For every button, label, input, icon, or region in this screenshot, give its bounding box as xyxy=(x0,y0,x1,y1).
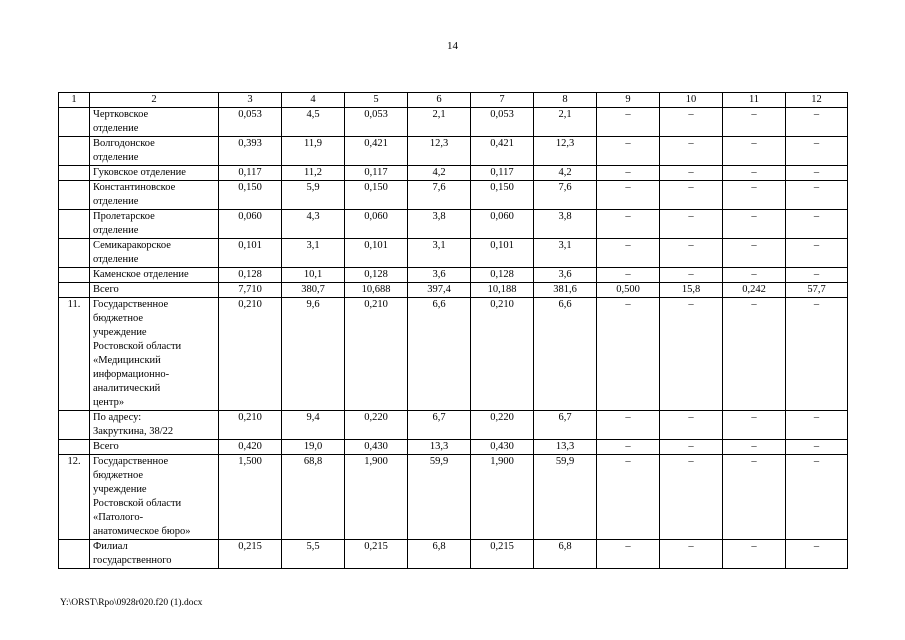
row-name-cell: Константиновское отделение xyxy=(90,181,219,210)
row-name-cell: Семикаракорское отделение xyxy=(90,239,219,268)
row-number-cell xyxy=(59,540,90,569)
value-cell: – xyxy=(723,166,786,181)
row-number-cell xyxy=(59,268,90,283)
value-cell: – xyxy=(723,181,786,210)
value-cell: 0,421 xyxy=(471,137,534,166)
row-name-cell: Всего xyxy=(90,283,219,298)
value-cell: – xyxy=(723,540,786,569)
value-cell: 0,053 xyxy=(345,108,408,137)
value-cell: – xyxy=(660,411,723,440)
row-name-cell: Государственное бюджетное учреждение Ростовской области «Патолого- анатомическое бюро» xyxy=(90,455,219,540)
table-row xyxy=(59,137,848,166)
value-cell: – xyxy=(723,239,786,268)
value-cell: 0,150 xyxy=(219,181,282,210)
value-cell: 4,5 xyxy=(282,108,345,137)
header-cell: 4 xyxy=(282,93,345,108)
value-cell: – xyxy=(660,268,723,283)
row-number-cell: 11. xyxy=(59,298,90,411)
row-name-cell: Государственное бюджетное учреждение Ростовской области «Медицинский информационно- аналитический центр» xyxy=(90,298,219,411)
header-cell: 5 xyxy=(345,93,408,108)
value-cell: 0,210 xyxy=(219,298,282,411)
header-cell: 8 xyxy=(534,93,597,108)
value-cell: 4,2 xyxy=(534,166,597,181)
value-cell: 0,215 xyxy=(219,540,282,569)
value-cell: – xyxy=(786,181,848,210)
value-cell: – xyxy=(660,440,723,455)
value-cell: – xyxy=(660,455,723,540)
table-row xyxy=(59,108,848,137)
value-cell: 0,420 xyxy=(219,440,282,455)
value-cell: 7,6 xyxy=(534,181,597,210)
row-name-cell: Всего xyxy=(90,440,219,455)
header-cell: 2 xyxy=(90,93,219,108)
value-cell: 0,242 xyxy=(723,283,786,298)
value-cell: 13,3 xyxy=(408,440,471,455)
page-number: 14 xyxy=(447,40,458,52)
value-cell: 0,101 xyxy=(219,239,282,268)
value-cell: – xyxy=(597,455,660,540)
value-cell: 5,5 xyxy=(282,540,345,569)
value-cell: 0,128 xyxy=(219,268,282,283)
header-cell: 1 xyxy=(59,93,90,108)
table-row xyxy=(59,298,848,411)
value-cell: – xyxy=(723,455,786,540)
row-number-cell xyxy=(59,440,90,455)
value-cell: 6,8 xyxy=(408,540,471,569)
value-cell: 0,220 xyxy=(345,411,408,440)
value-cell: – xyxy=(723,108,786,137)
value-cell: – xyxy=(660,210,723,239)
row-name-cell: Волгодонское отделение xyxy=(90,137,219,166)
value-cell: 59,9 xyxy=(408,455,471,540)
value-cell: 0,430 xyxy=(471,440,534,455)
table-header-row xyxy=(59,93,848,108)
value-cell: – xyxy=(786,298,848,411)
table-row xyxy=(59,455,848,540)
value-cell: 3,6 xyxy=(534,268,597,283)
value-cell: 2,1 xyxy=(534,108,597,137)
value-cell: 11,2 xyxy=(282,166,345,181)
table-row xyxy=(59,283,848,298)
value-cell: 0,060 xyxy=(219,210,282,239)
value-cell: 0,500 xyxy=(597,283,660,298)
header-cell: 11 xyxy=(723,93,786,108)
value-cell: 0,060 xyxy=(471,210,534,239)
value-cell: 9,4 xyxy=(282,411,345,440)
value-cell: 3,1 xyxy=(282,239,345,268)
value-cell: – xyxy=(597,210,660,239)
row-name-cell: Пролетарское отделение xyxy=(90,210,219,239)
table-row xyxy=(59,411,848,440)
table-row xyxy=(59,239,848,268)
value-cell: 0,210 xyxy=(471,298,534,411)
value-cell: 4,3 xyxy=(282,210,345,239)
value-cell: – xyxy=(723,210,786,239)
row-name-cell: Каменское отделение xyxy=(90,268,219,283)
value-cell: – xyxy=(660,137,723,166)
header-cell: 3 xyxy=(219,93,282,108)
value-cell: 0,053 xyxy=(471,108,534,137)
value-cell: 1,900 xyxy=(471,455,534,540)
footer-file-path: Y:\ORST\Rpo\0928r020.f20 (1).docx xyxy=(60,598,203,608)
value-cell: 12,3 xyxy=(408,137,471,166)
value-cell: 1,900 xyxy=(345,455,408,540)
value-cell: – xyxy=(597,239,660,268)
value-cell: 0,215 xyxy=(471,540,534,569)
value-cell: – xyxy=(786,210,848,239)
value-cell: 19,0 xyxy=(282,440,345,455)
row-number-cell xyxy=(59,166,90,181)
value-cell: – xyxy=(786,455,848,540)
value-cell: 7,6 xyxy=(408,181,471,210)
value-cell: – xyxy=(723,411,786,440)
value-cell: 5,9 xyxy=(282,181,345,210)
table-row xyxy=(59,210,848,239)
value-cell: 6,8 xyxy=(534,540,597,569)
table-row xyxy=(59,181,848,210)
value-cell: – xyxy=(597,440,660,455)
value-cell: 10,188 xyxy=(471,283,534,298)
value-cell: 0,117 xyxy=(219,166,282,181)
value-cell: 0,421 xyxy=(345,137,408,166)
row-number-cell xyxy=(59,283,90,298)
row-name-cell: По адресу: Закруткина, 38/22 xyxy=(90,411,219,440)
value-cell: 0,117 xyxy=(345,166,408,181)
value-cell: – xyxy=(660,108,723,137)
value-cell: – xyxy=(786,166,848,181)
value-cell: – xyxy=(786,239,848,268)
value-cell: – xyxy=(597,540,660,569)
header-cell: 12 xyxy=(786,93,848,108)
header-cell: 10 xyxy=(660,93,723,108)
value-cell: 397,4 xyxy=(408,283,471,298)
value-cell: 6,6 xyxy=(534,298,597,411)
value-cell: 0,210 xyxy=(219,411,282,440)
row-number-cell: 12. xyxy=(59,455,90,540)
value-cell: – xyxy=(723,137,786,166)
value-cell: – xyxy=(786,108,848,137)
table-row xyxy=(59,166,848,181)
value-cell: – xyxy=(660,540,723,569)
value-cell: 68,8 xyxy=(282,455,345,540)
value-cell: – xyxy=(597,298,660,411)
value-cell: 57,7 xyxy=(786,283,848,298)
value-cell: 6,7 xyxy=(534,411,597,440)
value-cell: 10,1 xyxy=(282,268,345,283)
value-cell: – xyxy=(597,268,660,283)
value-cell: 0,101 xyxy=(471,239,534,268)
value-cell: 0,210 xyxy=(345,298,408,411)
value-cell: 0,053 xyxy=(219,108,282,137)
value-cell: 0,150 xyxy=(471,181,534,210)
value-cell: 3,1 xyxy=(534,239,597,268)
value-cell: 0,117 xyxy=(471,166,534,181)
value-cell: – xyxy=(597,166,660,181)
value-cell: 3,8 xyxy=(408,210,471,239)
row-name-cell: Гуковское отделение xyxy=(90,166,219,181)
value-cell: 381,6 xyxy=(534,283,597,298)
value-cell: 11,9 xyxy=(282,137,345,166)
value-cell: – xyxy=(786,540,848,569)
value-cell: 0,060 xyxy=(345,210,408,239)
row-number-cell xyxy=(59,108,90,137)
value-cell: 0,393 xyxy=(219,137,282,166)
value-cell: 59,9 xyxy=(534,455,597,540)
header-cell: 6 xyxy=(408,93,471,108)
value-cell: – xyxy=(597,411,660,440)
table-row xyxy=(59,268,848,283)
value-cell: 0,150 xyxy=(345,181,408,210)
value-cell: 2,1 xyxy=(408,108,471,137)
value-cell: – xyxy=(660,298,723,411)
value-cell: 4,2 xyxy=(408,166,471,181)
value-cell: 0,128 xyxy=(471,268,534,283)
row-name-cell: Филиал государственного xyxy=(90,540,219,569)
value-cell: 3,6 xyxy=(408,268,471,283)
value-cell: 13,3 xyxy=(534,440,597,455)
value-cell: 7,710 xyxy=(219,283,282,298)
header-cell: 7 xyxy=(471,93,534,108)
data-table xyxy=(58,92,848,569)
value-cell: 0,101 xyxy=(345,239,408,268)
value-cell: 12,3 xyxy=(534,137,597,166)
value-cell: – xyxy=(597,181,660,210)
value-cell: – xyxy=(597,137,660,166)
value-cell: 9,6 xyxy=(282,298,345,411)
value-cell: – xyxy=(786,268,848,283)
row-number-cell xyxy=(59,181,90,210)
table-row xyxy=(59,440,848,455)
value-cell: – xyxy=(723,298,786,411)
value-cell: – xyxy=(786,137,848,166)
value-cell: 10,688 xyxy=(345,283,408,298)
value-cell: 0,430 xyxy=(345,440,408,455)
value-cell: 380,7 xyxy=(282,283,345,298)
value-cell: 0,220 xyxy=(471,411,534,440)
value-cell: – xyxy=(660,181,723,210)
value-cell: 1,500 xyxy=(219,455,282,540)
value-cell: – xyxy=(786,440,848,455)
value-cell: – xyxy=(660,166,723,181)
value-cell: 3,8 xyxy=(534,210,597,239)
row-number-cell xyxy=(59,239,90,268)
header-cell: 9 xyxy=(597,93,660,108)
value-cell: 0,215 xyxy=(345,540,408,569)
value-cell: 3,1 xyxy=(408,239,471,268)
value-cell: 6,6 xyxy=(408,298,471,411)
row-number-cell xyxy=(59,411,90,440)
table-row xyxy=(59,540,848,569)
value-cell: 6,7 xyxy=(408,411,471,440)
row-name-cell: Чертковское отделение xyxy=(90,108,219,137)
value-cell: – xyxy=(660,239,723,268)
row-number-cell xyxy=(59,137,90,166)
value-cell: – xyxy=(597,108,660,137)
value-cell: 15,8 xyxy=(660,283,723,298)
value-cell: – xyxy=(723,268,786,283)
value-cell: – xyxy=(723,440,786,455)
value-cell: – xyxy=(786,411,848,440)
row-number-cell xyxy=(59,210,90,239)
value-cell: 0,128 xyxy=(345,268,408,283)
